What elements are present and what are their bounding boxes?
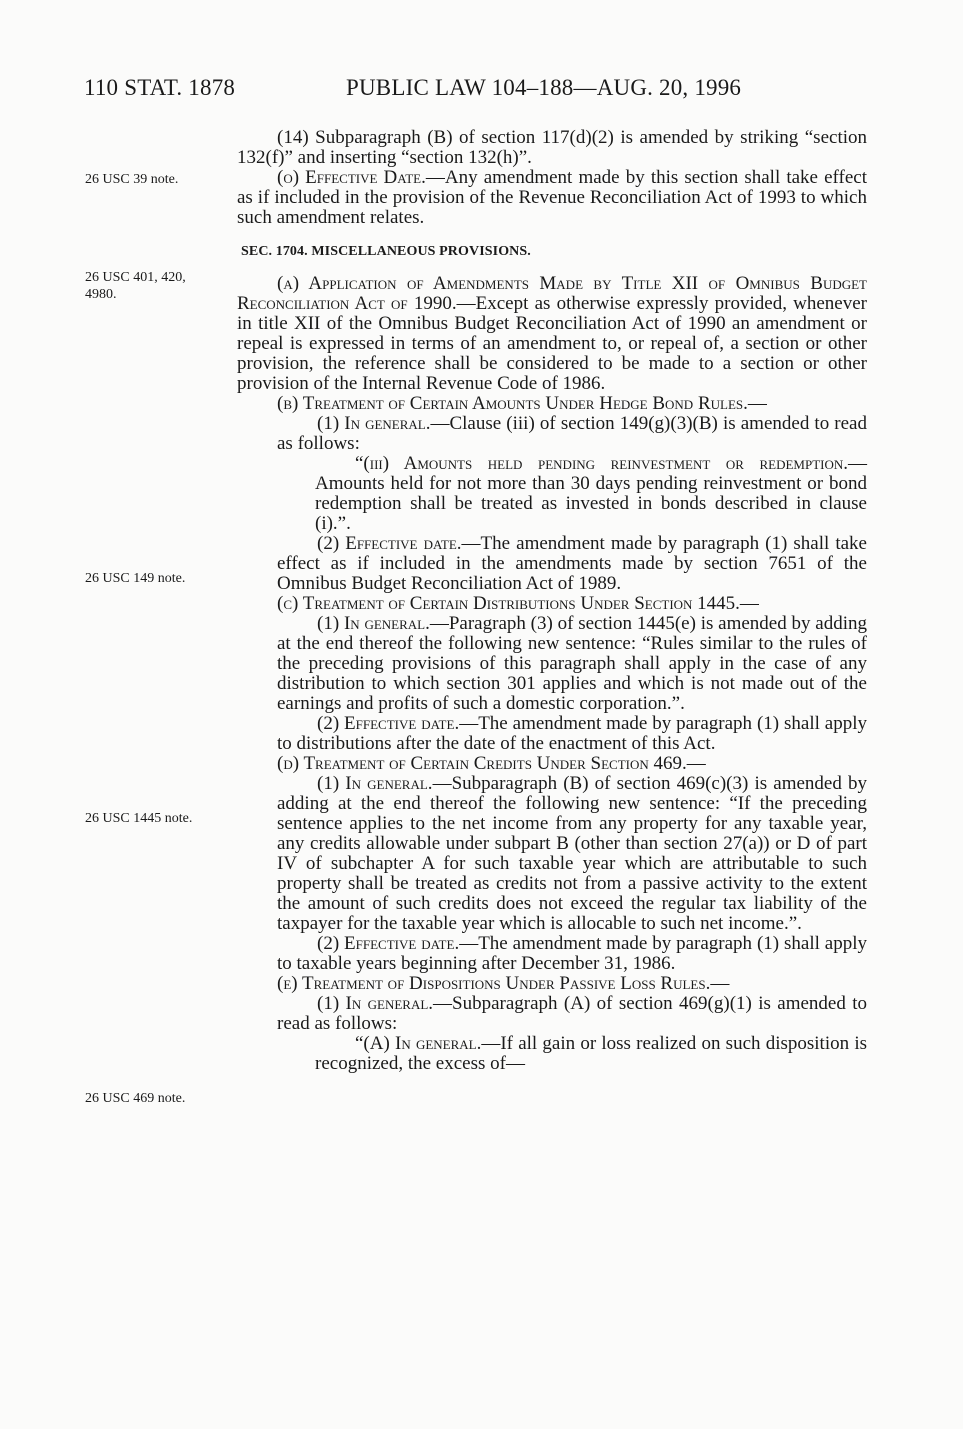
quoted-subparagraph-a: [237, 1034, 867, 1074]
subsection-b-heading: (b) Treatment of Certain Amounts Under Hedge Bond Rules.—: [277, 393, 767, 414]
margin-note: 26 USC 39 note.: [85, 172, 179, 187]
document-body: [237, 128, 867, 1074]
paragraph-d2-text: —The amendment made by paragraph (1) shall apply to taxable years beginning after December 31, 1986.: [277, 933, 867, 974]
paragraph-e1-text: —Subparagraph (A) of section 469(g)(1) is amended to read as follows:: [277, 993, 867, 1034]
paragraph-c2-text: —The amendment made by paragraph (1) shall apply to distributions after the date of the enactment of this Act.: [277, 713, 867, 754]
subsection-a: [237, 274, 867, 394]
subsection-o: [237, 168, 867, 228]
paragraph-b2-text: —The amendment made by paragraph (1) shall take effect as if included in the amendments made by section 7651 of the Omnibus Budget Reconciliation Act of 1989.: [277, 533, 867, 594]
paragraph-b1-heading: (1) In general.: [317, 413, 431, 434]
page-header-title: PUBLIC LAW 104–188—AUG. 20, 1996: [346, 75, 742, 100]
paragraph-d1-text: —Subparagraph (B) of section 469(c)(3) is amended by adding at the end thereof the following new sentence: “If the preceding sentence applies to the net income from any property for any taxable year, any credits allowable under subpart B (other than section 27(a)) or D of part IV of subchapter A for such taxable year which are attributable to such property shall be treated as credits not from a passive activity to the extent the amount of such credits does not exceed the regular tax liability of the taxpayer for the taxable year which is allocable to such net income.”.: [277, 773, 867, 934]
subsection-a-text: —Except as otherwise expressly provided, whenever in title XII of the Omnibus Budget Reconciliation Act of 1990 an amendment or repeal is expressed in terms of an amendment to, or repeal of, a section or other provision, the reference shall be considered to be made to a section or other provision of the Internal Revenue Code of 1986.: [237, 293, 867, 394]
paragraph-d2: [237, 934, 867, 974]
paragraph-d1-heading: (1) In general.: [317, 773, 433, 794]
paragraph-c2-heading: (2) Effective date.: [317, 713, 460, 734]
subsection-e-heading: (e) Treatment of Dispositions Under Passive Loss Rules.—: [277, 973, 730, 994]
subsection-d-heading: (d) Treatment of Certain Credits Under Section 469.—: [277, 753, 706, 774]
paragraph-b2-heading: (2) Effective date.: [317, 533, 462, 554]
subsection-a-heading: (a) Application of Amendments Made by Title XII of Omnibus Budget Reconciliation Act of 1990.: [237, 273, 867, 314]
quoted-clause-iii-text: —Amounts held for not more than 30 days pending reinvestment or bond redemption shall be treated as invested in bonds described in clause (i).”.: [315, 453, 867, 534]
paragraph-b2: [237, 534, 867, 594]
page-reference: 110 STAT. 1878: [84, 75, 236, 100]
paragraph-14: (14) Subparagraph (B) of section 117(d)(2) is amended by striking “section 132(f)” and inserting “section 132(h)”.: [237, 127, 867, 168]
paragraph-c1-text: —Paragraph (3) of section 1445(e) is amended by adding at the end thereof the following new sentence: “Rules similar to the rules of the preceding provisions of this paragraph shall apply in the case of any distribution to which section 301 applies and which is not made out of the earnings and profits of such a domestic corporation.”.: [277, 613, 868, 714]
paragraph-d1: [237, 774, 867, 934]
subsection-o-text: —Any amendment made by this section shall take effect as if included in the provision of the Revenue Reconciliation Act of 1993 to which such amendment relates.: [237, 167, 867, 228]
margin-note: 26 USC 1445 note.: [85, 811, 193, 826]
quoted-subparagraph-a-heading: “(A) In general.: [355, 1033, 482, 1054]
paragraph-b1-text: —Clause (iii) of section 149(g)(3)(B) is amended to read as follows:: [277, 413, 867, 454]
margin-note: 26 USC 401, 420, 4980.: [85, 270, 186, 302]
paragraph-e1-heading: (1) In general.: [317, 993, 434, 1014]
paragraph-b1: [237, 414, 867, 454]
margin-note: 26 USC 149 note.: [85, 571, 186, 586]
section-heading: SEC. 1704. MISCELLANEOUS PROVISIONS.: [241, 244, 531, 259]
paragraph-d2-heading: (2) Effective date.: [317, 933, 460, 954]
subsection-o-heading: (o) Effective Date.: [277, 167, 426, 188]
subsection-c-heading: (c) Treatment of Certain Distributions Under Section 1445.—: [277, 593, 759, 614]
quoted-subparagraph-a-text: —If all gain or loss realized on such disposition is recognized, the excess of—: [315, 1033, 867, 1074]
paragraph-e1: [237, 994, 867, 1034]
paragraph-c2: [237, 714, 867, 754]
paragraph-c1-heading: (1) In general.: [317, 613, 430, 634]
paragraph-c1: [237, 614, 867, 714]
quoted-clause-iii: [237, 454, 867, 534]
quoted-clause-iii-heading: “(iii) Amounts held pending reinvestment or redemption.: [355, 453, 848, 474]
margin-note: 26 USC 469 note.: [85, 1091, 186, 1106]
